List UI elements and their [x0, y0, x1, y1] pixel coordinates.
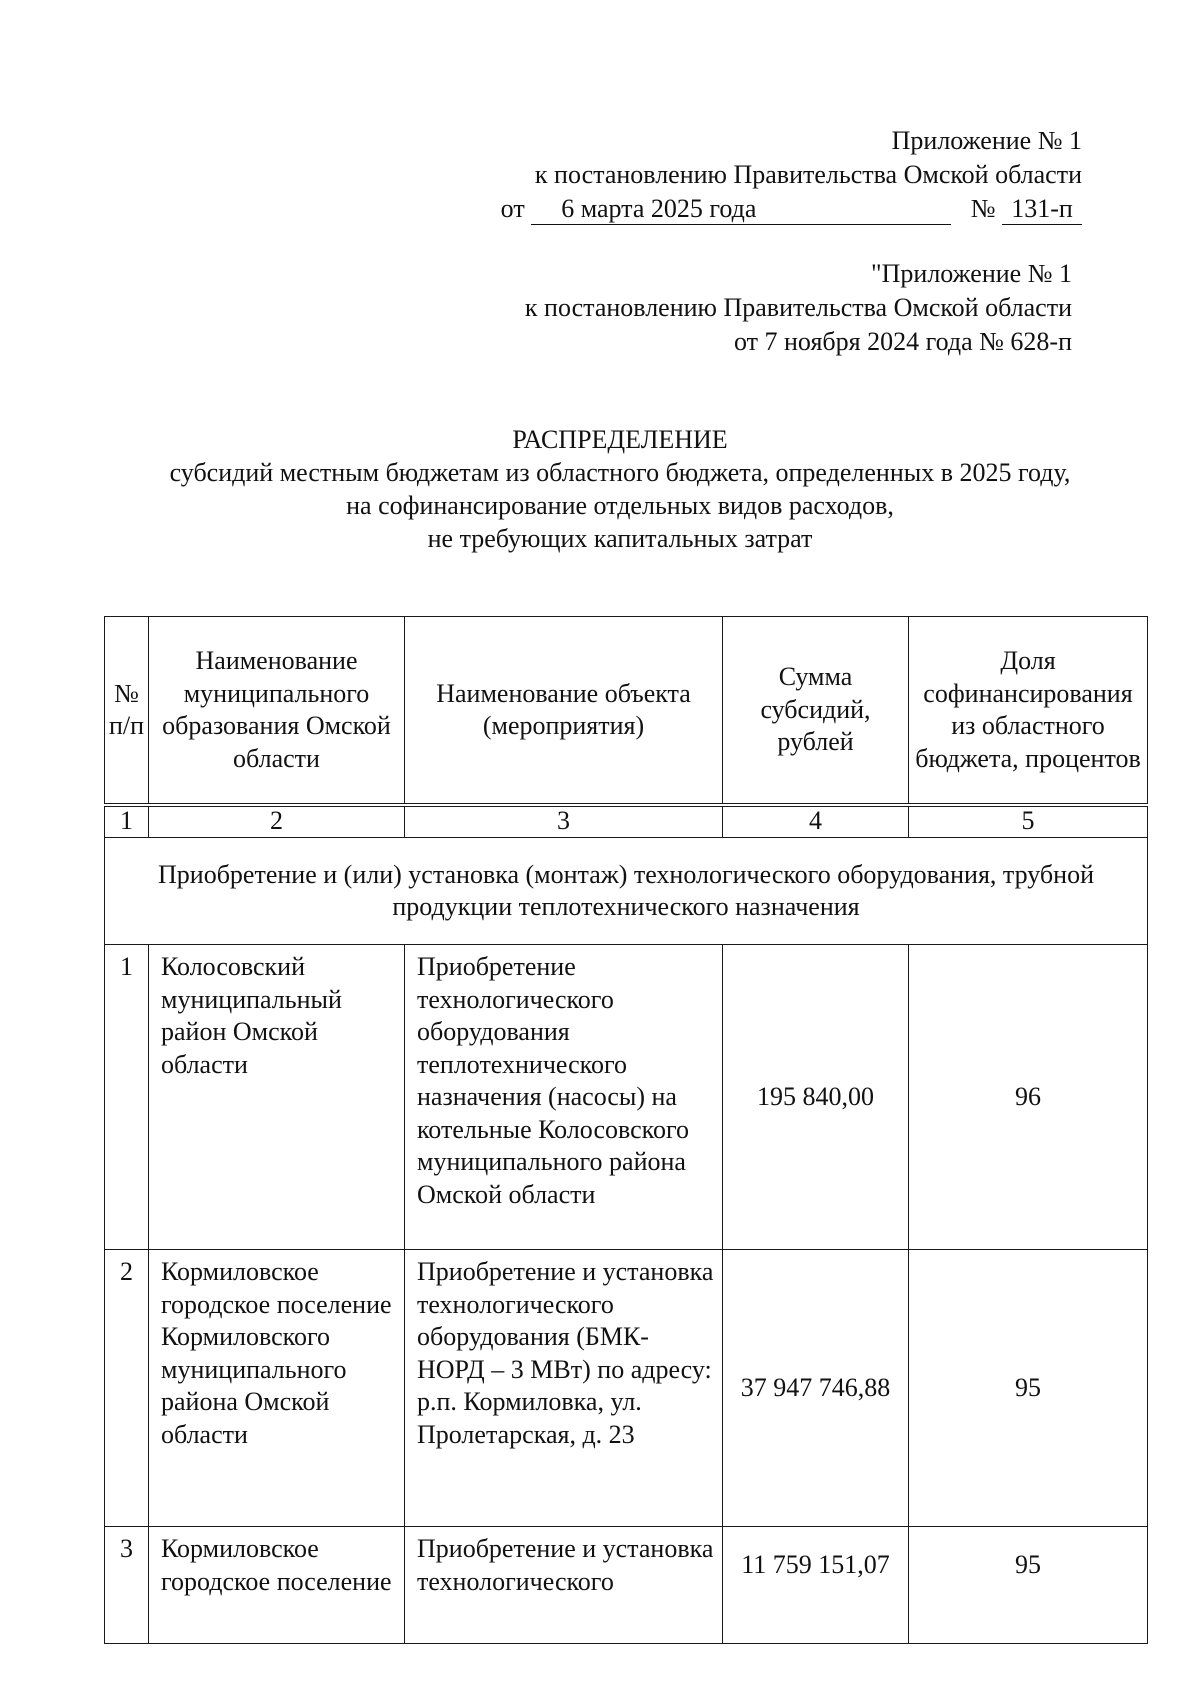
section-row	[105, 838, 1148, 945]
row-municipality: Кормиловское городское поселение Кормиловского муниципального района Омской области	[149, 1250, 405, 1527]
table-row	[105, 1250, 1148, 1527]
row-number: 3	[105, 1527, 149, 1644]
column-number: 2	[149, 805, 405, 838]
distribution-table	[104, 616, 1148, 1644]
appendix-original-line1: "Приложение № 1	[871, 259, 1072, 288]
column-number: 3	[405, 805, 723, 838]
row-municipality: Кормиловское городское поселение	[149, 1527, 405, 1644]
column-number: 1	[105, 805, 149, 838]
appendix-original-header	[525, 257, 1072, 359]
header-amount: Сумма субсидий, рублей	[723, 617, 909, 806]
row-amount: 37 947 746,88	[723, 1250, 909, 1527]
table-row	[105, 945, 1148, 1250]
row-object: Приобретение и установка технологического	[405, 1527, 723, 1644]
appendix-current-line2: к постановлению Правительства Омской области	[534, 160, 1082, 189]
row-amount: 195 840,00	[723, 945, 909, 1250]
row-amount: 11 759 151,07	[723, 1527, 909, 1644]
title-line1: субсидий местным бюджетам из областного бюджета, определенных в 2025 году,	[169, 458, 1071, 487]
resolution-date: 6 марта 2025 года	[531, 194, 951, 225]
column-number: 4	[723, 805, 909, 838]
appendix-original-line2: к постановлению Правительства Омской области	[524, 293, 1072, 322]
row-share: 95	[909, 1527, 1148, 1644]
table-header-row	[105, 617, 1148, 806]
row-share: 95	[909, 1250, 1148, 1527]
from-label: от	[500, 194, 525, 223]
header-share: Доля софинансирования из областного бюджета, процентов	[909, 617, 1148, 806]
row-number: 2	[105, 1250, 149, 1527]
row-share: 96	[909, 945, 1148, 1250]
column-number-row	[105, 805, 1148, 838]
title-heading: РАСПРЕДЕЛЕНИЕ	[512, 425, 728, 454]
appendix-original-line3: от 7 ноября 2024 года № 628-п	[734, 327, 1072, 356]
appendix-current-date-line	[501, 192, 1082, 226]
header-object: Наименование объекта (мероприятия)	[405, 617, 723, 806]
row-object: Приобретение и установка технологического оборудования (БМК-НОРД – 3 МВт) по адресу: р.п. Кормиловка, ул. Пролетарская, д. 23	[405, 1250, 723, 1527]
appendix-current-header	[501, 124, 1082, 226]
title-line2: на софинансирование отдельных видов расходов,	[346, 491, 894, 520]
document-title	[100, 423, 1140, 555]
row-object: Приобретение технологического оборудования теплотехнического назначения (насосы) на котельные Колосовского муниципального района Омской области	[405, 945, 723, 1250]
header-municipality: Наименование муниципального образования Омской области	[149, 617, 405, 806]
row-number: 1	[105, 945, 149, 1250]
table-row	[105, 1527, 1148, 1644]
header-num: № п/п	[105, 617, 149, 806]
column-number: 5	[909, 805, 1148, 838]
section-title: Приобретение и (или) установка (монтаж) технологического оборудования, трубной продукции теплотехнического назначения	[105, 838, 1148, 945]
row-municipality: Колосовский муниципальный район Омской области	[149, 945, 405, 1250]
number-label: №	[970, 194, 996, 223]
title-line3: не требующих капитальных затрат	[427, 524, 813, 553]
appendix-current-line1: Приложение № 1	[891, 126, 1082, 155]
resolution-number: 131-п	[1002, 194, 1082, 225]
